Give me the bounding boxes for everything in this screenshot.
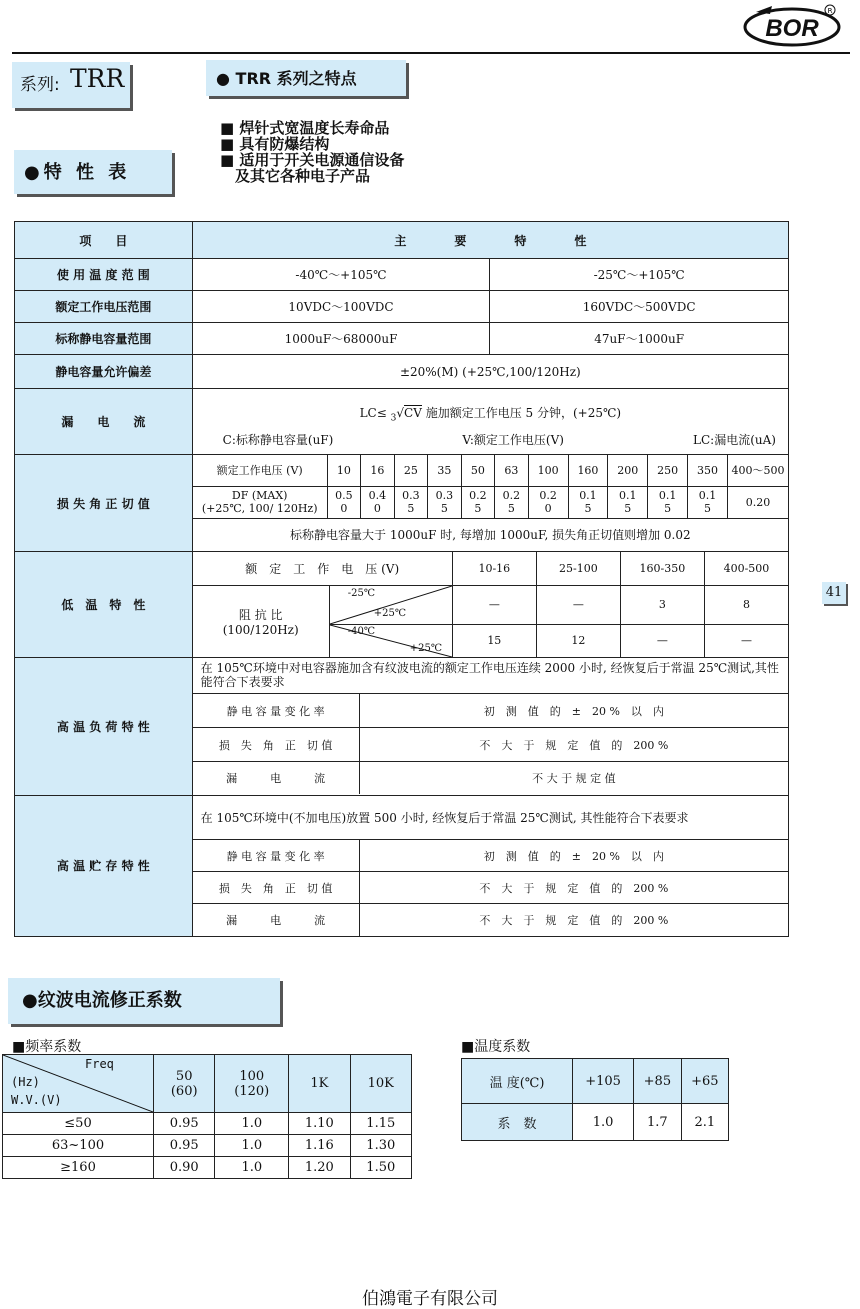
series-box (12, 62, 130, 108)
tan-df-value: 0.3 5 (394, 486, 428, 518)
freq-col: 50 (60) (154, 1055, 215, 1113)
freq-val: 1.30 (350, 1135, 411, 1157)
hs-value: 不 大 于 规 定 值 的 200 % (359, 872, 788, 904)
temp-range-a: -40℃～+105℃ (192, 259, 490, 291)
low-temp-table (193, 552, 788, 657)
lt-val: 12 (536, 624, 620, 657)
cap-range-label: 标称静电容量范围 (15, 323, 193, 355)
temp-row-label: 系 数 (462, 1104, 573, 1141)
leakage-c-note: C:标称静电容量(uF) (222, 433, 334, 447)
spec-title-box (14, 150, 172, 194)
freq-val: 0.95 (154, 1113, 215, 1135)
cap-range-b: 47uF～1000uF (490, 323, 789, 355)
tolerance-label: 静电容量允许偏差 (15, 355, 193, 389)
hl-item: 静 电 容 量 变 化 率 (193, 694, 360, 728)
hs-item: 漏 电 流 (193, 904, 360, 936)
tan-table (193, 455, 788, 550)
lt-col: 25-100 (536, 552, 620, 585)
freq-row-label: 63~100 (3, 1135, 154, 1157)
lt-val: — (452, 585, 536, 624)
freq-val: 1.16 (289, 1135, 350, 1157)
leakage-lc-note: LC:漏电流(uA) (693, 433, 776, 447)
tolerance-value: ±20%(M) (+25℃,100/120Hz) (192, 355, 788, 389)
tan-df-label: DF (MAX) (+25℃, 100/ 120Hz) (193, 486, 328, 518)
freq-val: 1.0 (215, 1135, 289, 1157)
voltage-range-a: 10VDC～100VDC (192, 291, 490, 323)
lt-col: 400-500 (704, 552, 788, 585)
high-store-label: 高 温 贮 存 特 性 (15, 795, 193, 936)
tan-df-value: 0.2 5 (495, 486, 529, 518)
lt-col: 160-350 (620, 552, 704, 585)
leakage-v-note: V:额定工作电压(V) (462, 433, 564, 447)
lt-val: — (536, 585, 620, 624)
high-load-label: 高 温 负 荷 特 性 (15, 657, 193, 795)
tan-df-value: 0.2 5 (461, 486, 495, 518)
hs-item: 静 电 容 量 变 化 率 (193, 840, 360, 872)
tan-voltage: 160 (568, 455, 608, 486)
freq-corner: Freq (Hz) W.V.(V) (3, 1055, 154, 1113)
temp-range-b: -25℃～+105℃ (490, 259, 789, 291)
lt-val: 15 (452, 624, 536, 657)
freq-title: ■频率系数 (12, 1039, 82, 1055)
tan-df-value: 0.1 5 (648, 486, 688, 518)
features-title-box (206, 60, 406, 96)
freq-val: 1.0 (215, 1157, 289, 1179)
series-label: 系列: (20, 75, 60, 95)
freq-val: 1.20 (289, 1157, 350, 1179)
freq-val: 0.95 (154, 1135, 215, 1157)
hl-value: 初 测 值 的 ± 20 % 以 内 (359, 694, 788, 728)
feature-item: ■ 具有防爆结构 (220, 135, 330, 153)
ripple-title: ●纹波电流修正系数 (22, 990, 182, 1011)
freq-col: 1K (289, 1055, 350, 1113)
tan-voltage: 100 (528, 455, 568, 486)
feature-item: ■ 焊针式宽温度长寿命品 (220, 119, 390, 137)
hs-value: 不 大 于 规 定 值 的 200 % (359, 904, 788, 936)
cap-range-a: 1000uF～68000uF (192, 323, 490, 355)
brand-text: BOR (765, 15, 819, 42)
tan-label: 损 失 角 正 切 值 (15, 455, 193, 552)
footer-company: 伯鴻電子有限公司 (362, 1289, 498, 1309)
temp-col: +105 (573, 1059, 634, 1104)
freq-val: 1.0 (215, 1113, 289, 1135)
high-store-desc: 在 105℃环境中(不加电压)放置 500 小时, 经恢复后于常温 25℃测试, 其性能符合下表要求 (193, 796, 788, 840)
hl-value: 不 大 于 规 定 值 (359, 762, 788, 794)
freq-val: 1.10 (289, 1113, 350, 1135)
freq-val: 0.90 (154, 1157, 215, 1179)
lt-val: 3 (620, 585, 704, 624)
tan-note: 标称静电容量大于 1000uF 时, 每增加 1000uF, 损失角正切值则增加 0.02 (193, 518, 788, 550)
tan-voltage: 250 (648, 455, 688, 486)
freq-col: 10K (350, 1055, 411, 1113)
diag-cell: -40℃ +25℃ (329, 624, 452, 657)
tan-df-value: 0.1 5 (688, 486, 728, 518)
leakage-label: 漏 电 流 (15, 389, 193, 455)
temp-header-label: 温 度(℃) (462, 1059, 573, 1104)
hs-value: 初 测 值 的 ± 20 % 以 内 (359, 840, 788, 872)
temp-col: +65 (681, 1059, 728, 1104)
temp-table (461, 1058, 729, 1141)
tan-voltage: 10 (327, 455, 361, 486)
tan-df-value: 0.2 0 (528, 486, 568, 518)
temp-val: 2.1 (681, 1104, 728, 1141)
header-item: 项 目 (15, 222, 193, 259)
tan-voltage: 16 (361, 455, 395, 486)
lt-col: 10-16 (452, 552, 536, 585)
tan-voltage: 400～500 (728, 455, 789, 486)
series-name: TRR (70, 64, 125, 93)
ripple-title-box (8, 978, 280, 1024)
temp-range-label: 使 用 温 度 范 围 (15, 259, 193, 291)
freq-table (2, 1054, 412, 1179)
tan-df-value: 0.1 5 (568, 486, 608, 518)
lt-voltage-label: 额 定 工 作 电 压 (V) (193, 552, 453, 585)
leakage-formula: LC≤ $_3$√CV 施加额定工作电压 5 分钟，(+25℃) (359, 406, 622, 424)
tan-voltage: 200 (608, 455, 648, 486)
feature-item: ■ 适用于开关电源通信设备 (220, 151, 405, 169)
freq-row-label: ≤50 (3, 1113, 154, 1135)
temp-col: +85 (634, 1059, 681, 1104)
hl-item: 损 失 角 正 切 值 (193, 728, 360, 762)
features-title: ● TRR 系列之特点 (216, 69, 357, 88)
tan-voltage: 50 (461, 455, 495, 486)
high-load-desc: 在 105℃环境中对电容器施加含有纹波电流的额定工作电压连续 2000 小时, 经恢复后于常温 25℃测试,其性能符合下表要求 (193, 658, 788, 694)
lt-val: — (704, 624, 788, 657)
temp-title: ■温度系数 (461, 1039, 531, 1055)
tan-voltage: 63 (495, 455, 529, 486)
hs-item: 损 失 角 正 切 值 (193, 872, 360, 904)
high-load-table (193, 658, 788, 794)
lt-val: — (620, 624, 704, 657)
feature-list (220, 120, 404, 184)
tan-voltage-label: 额定工作电压 (V) (193, 455, 328, 486)
feature-item: 及其它各种电子产品 (220, 167, 371, 185)
freq-val: 1.50 (350, 1157, 411, 1179)
tan-df-value: 0.1 5 (608, 486, 648, 518)
header-main: 主 要 特 性 (192, 222, 788, 259)
tan-voltage: 35 (428, 455, 462, 486)
freq-col: 100 (120) (215, 1055, 289, 1113)
diag-cell: -25℃ +25℃ (329, 585, 452, 624)
tan-voltage: 350 (688, 455, 728, 486)
low-temp-label: 低 温 特 性 (15, 552, 193, 658)
spec-table (14, 221, 789, 937)
spec-title: ●特 性 表 (24, 162, 131, 183)
tan-df-value: 0.5 0 (327, 486, 361, 518)
freq-row-label: ≥160 (3, 1157, 154, 1179)
page-number: 41 (822, 582, 846, 604)
tan-voltage: 25 (394, 455, 428, 486)
lt-val: 8 (704, 585, 788, 624)
hl-value: 不 大 于 规 定 值 的 200 % (359, 728, 788, 762)
svg-text:R: R (827, 7, 833, 15)
voltage-range-label: 额定工作电压范围 (15, 291, 193, 323)
temp-val: 1.7 (634, 1104, 681, 1141)
impedance-label: 阻 抗 比 (100/120Hz) (193, 585, 330, 657)
freq-val: 1.15 (350, 1113, 411, 1135)
header-rule (12, 52, 850, 54)
bor-logo (742, 2, 842, 48)
tan-df-value: 0.4 0 (361, 486, 395, 518)
voltage-range-b: 160VDC～500VDC (490, 291, 789, 323)
tan-df-value: 0.3 5 (428, 486, 462, 518)
hl-item: 漏 电 流 (193, 762, 360, 794)
high-store-table (193, 796, 788, 936)
temp-val: 1.0 (573, 1104, 634, 1141)
tan-df-value: 0.20 (728, 486, 789, 518)
